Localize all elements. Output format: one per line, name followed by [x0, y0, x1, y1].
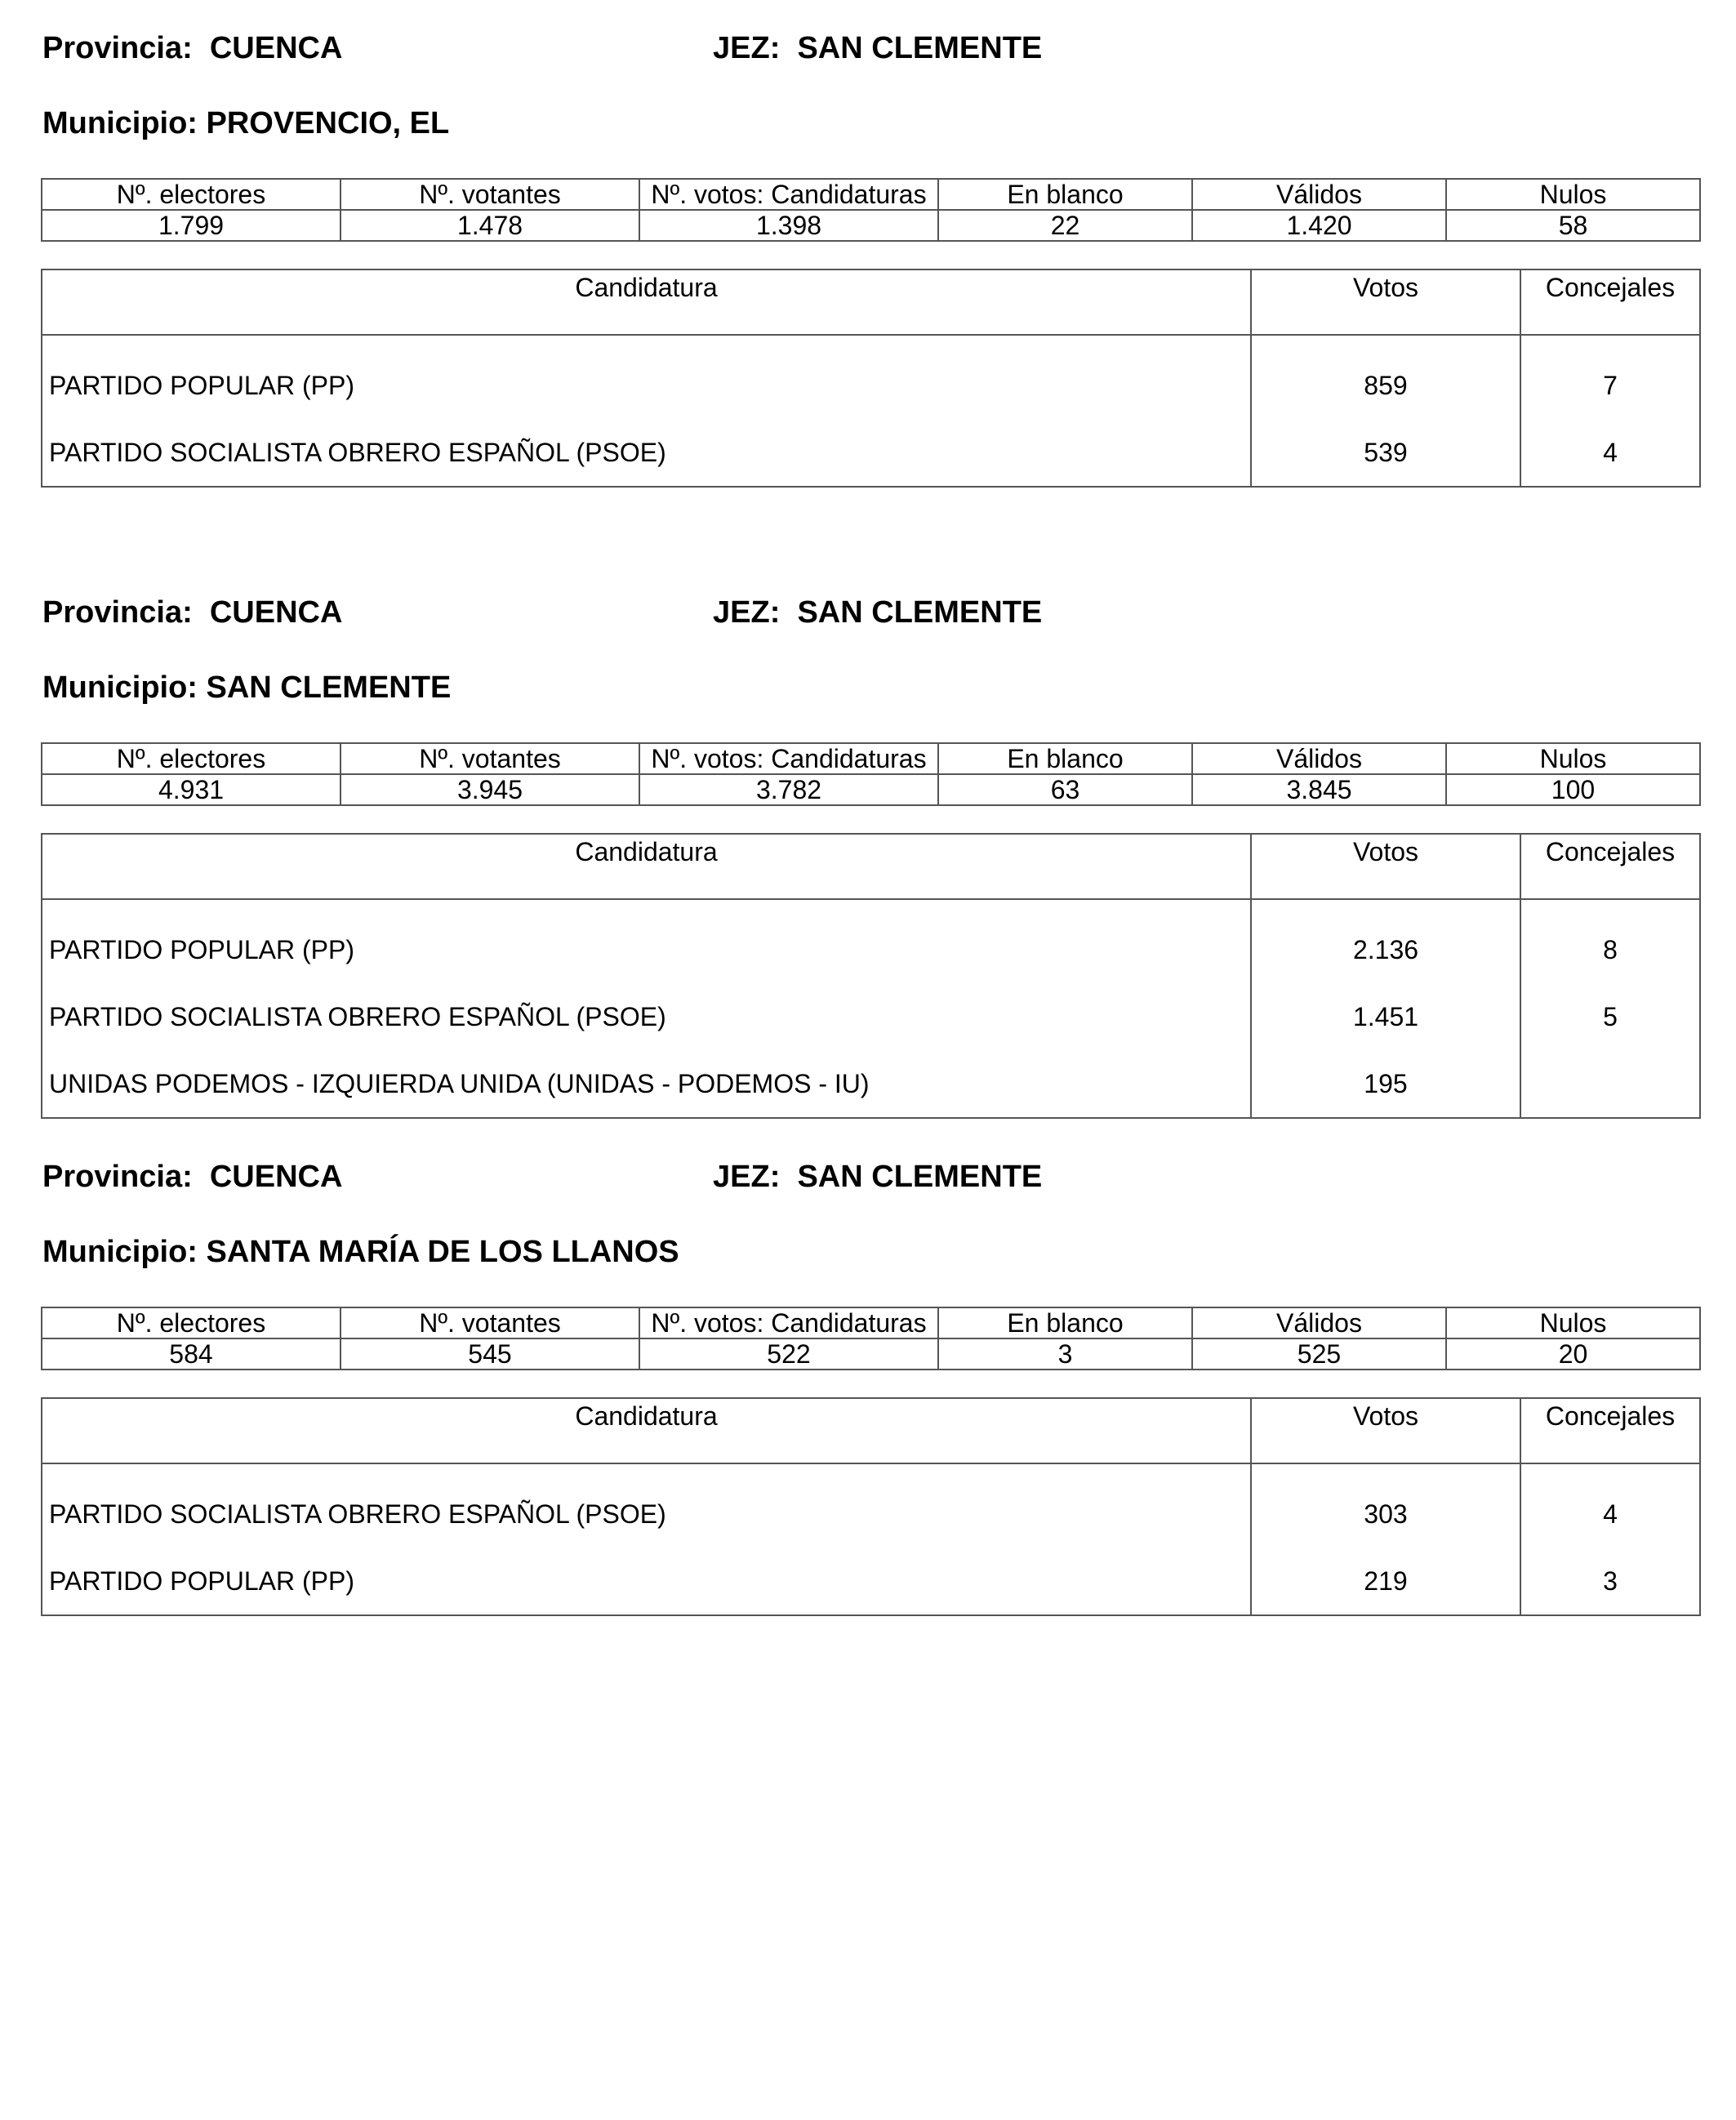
stat-electores: 584: [42, 1338, 341, 1370]
stat-nulos: 20: [1446, 1338, 1700, 1370]
stat-validos: 1.420: [1192, 210, 1446, 241]
municipio-label: Municipio: PROVENCIO, EL: [42, 106, 450, 140]
cand-header-votos: Votos: [1251, 1398, 1520, 1463]
jez-label: JEZ: SAN CLEMENTE: [713, 1160, 1043, 1194]
candidaturas-table: [41, 1397, 1701, 1616]
cand-header-concejales: Concejales: [1520, 1398, 1700, 1463]
stat-header-en-blanco: En blanco: [938, 1307, 1192, 1338]
stat-header-votos-candidaturas: Nº. votos: Candidaturas: [639, 179, 938, 210]
cand-votos: 859: [1251, 335, 1520, 419]
table-row: [42, 899, 1700, 983]
cand-concejales: 7: [1520, 335, 1700, 419]
cand-header-concejales: Concejales: [1520, 834, 1700, 899]
stats-value-row: [42, 1338, 1700, 1370]
cand-name: UNIDAS PODEMOS - IZQUIERDA UNIDA (UNIDAS - PODEMOS - IU): [42, 1050, 1251, 1118]
stat-header-nulos: Nulos: [1446, 1307, 1700, 1338]
cand-name: PARTIDO POPULAR (PP): [42, 335, 1251, 419]
cand-header-row: [42, 834, 1700, 899]
stat-validos: 525: [1192, 1338, 1446, 1370]
stat-header-validos: Válidos: [1192, 1307, 1446, 1338]
provincia-label: Provincia: CUENCA: [42, 1160, 343, 1194]
cand-name: PARTIDO POPULAR (PP): [42, 1548, 1251, 1615]
section-santa-maria-de-los-llanos: [41, 1161, 1699, 1692]
section-san-clemente: [41, 597, 1699, 1128]
cand-concejales: 3: [1520, 1548, 1700, 1615]
table-row: [42, 1050, 1700, 1118]
cand-concejales: 4: [1520, 1463, 1700, 1548]
stat-header-votantes: Nº. votantes: [341, 1307, 639, 1338]
cand-concejales: 8: [1520, 899, 1700, 983]
cand-votos: 1.451: [1251, 983, 1520, 1050]
table-row: [42, 335, 1700, 419]
stat-en-blanco: 63: [938, 774, 1192, 805]
municipio-label: Municipio: SAN CLEMENTE: [42, 670, 452, 705]
stats-header-row: [42, 743, 1700, 774]
jez-label: JEZ: SAN CLEMENTE: [713, 31, 1043, 65]
stat-votantes: 3.945: [341, 774, 639, 805]
cand-votos: 303: [1251, 1463, 1520, 1548]
table-row: [42, 983, 1700, 1050]
stats-table: [41, 1307, 1701, 1370]
cand-name: PARTIDO SOCIALISTA OBRERO ESPAÑOL (PSOE): [42, 419, 1251, 487]
stat-header-validos: Válidos: [1192, 743, 1446, 774]
cand-concejales: 4: [1520, 419, 1700, 487]
stat-header-electores: Nº. electores: [42, 179, 341, 210]
cand-name: PARTIDO SOCIALISTA OBRERO ESPAÑOL (PSOE): [42, 1463, 1251, 1548]
stats-table: [41, 742, 1701, 806]
section-provencio: [41, 33, 1699, 563]
stat-votos-candidaturas: 1.398: [639, 210, 938, 241]
stat-en-blanco: 22: [938, 210, 1192, 241]
stat-header-electores: Nº. electores: [42, 743, 341, 774]
stat-header-electores: Nº. electores: [42, 1307, 341, 1338]
provincia-label: Provincia: CUENCA: [42, 31, 343, 65]
stat-header-votos-candidaturas: Nº. votos: Candidaturas: [639, 743, 938, 774]
stat-header-en-blanco: En blanco: [938, 743, 1192, 774]
stats-table: [41, 178, 1701, 242]
stat-header-votantes: Nº. votantes: [341, 179, 639, 210]
cand-votos: 219: [1251, 1548, 1520, 1615]
table-row: [42, 1548, 1700, 1615]
cand-header-candidatura: Candidatura: [42, 834, 1251, 899]
stats-value-row: [42, 210, 1700, 241]
stat-electores: 1.799: [42, 210, 341, 241]
stat-nulos: 100: [1446, 774, 1700, 805]
candidaturas-table: [41, 269, 1701, 488]
stat-header-nulos: Nulos: [1446, 179, 1700, 210]
stat-votantes: 545: [341, 1338, 639, 1370]
cand-header-row: [42, 269, 1700, 335]
cand-header-candidatura: Candidatura: [42, 1398, 1251, 1463]
stat-validos: 3.845: [1192, 774, 1446, 805]
cand-header-votos: Votos: [1251, 269, 1520, 335]
cand-votos: 539: [1251, 419, 1520, 487]
stats-header-row: [42, 179, 1700, 210]
jez-label: JEZ: SAN CLEMENTE: [713, 595, 1043, 630]
table-row: [42, 1463, 1700, 1548]
provincia-label: Provincia: CUENCA: [42, 595, 343, 630]
stat-header-en-blanco: En blanco: [938, 179, 1192, 210]
stat-header-nulos: Nulos: [1446, 743, 1700, 774]
table-row: [42, 419, 1700, 487]
cand-votos: 2.136: [1251, 899, 1520, 983]
cand-concejales: [1520, 1050, 1700, 1118]
cand-votos: 195: [1251, 1050, 1520, 1118]
cand-header-concejales: Concejales: [1520, 269, 1700, 335]
cand-header-votos: Votos: [1251, 834, 1520, 899]
candidaturas-table: [41, 833, 1701, 1119]
stat-votantes: 1.478: [341, 210, 639, 241]
stat-electores: 4.931: [42, 774, 341, 805]
cand-header-row: [42, 1398, 1700, 1463]
stat-votos-candidaturas: 522: [639, 1338, 938, 1370]
stat-en-blanco: 3: [938, 1338, 1192, 1370]
stat-nulos: 58: [1446, 210, 1700, 241]
stat-votos-candidaturas: 3.782: [639, 774, 938, 805]
cand-concejales: 5: [1520, 983, 1700, 1050]
cand-name: PARTIDO SOCIALISTA OBRERO ESPAÑOL (PSOE): [42, 983, 1251, 1050]
cand-header-candidatura: Candidatura: [42, 269, 1251, 335]
stat-header-votos-candidaturas: Nº. votos: Candidaturas: [639, 1307, 938, 1338]
stats-header-row: [42, 1307, 1700, 1338]
stat-header-validos: Válidos: [1192, 179, 1446, 210]
stat-header-votantes: Nº. votantes: [341, 743, 639, 774]
cand-name: PARTIDO POPULAR (PP): [42, 899, 1251, 983]
stats-value-row: [42, 774, 1700, 805]
municipio-label: Municipio: SANTA MARÍA DE LOS LLANOS: [42, 1235, 679, 1269]
